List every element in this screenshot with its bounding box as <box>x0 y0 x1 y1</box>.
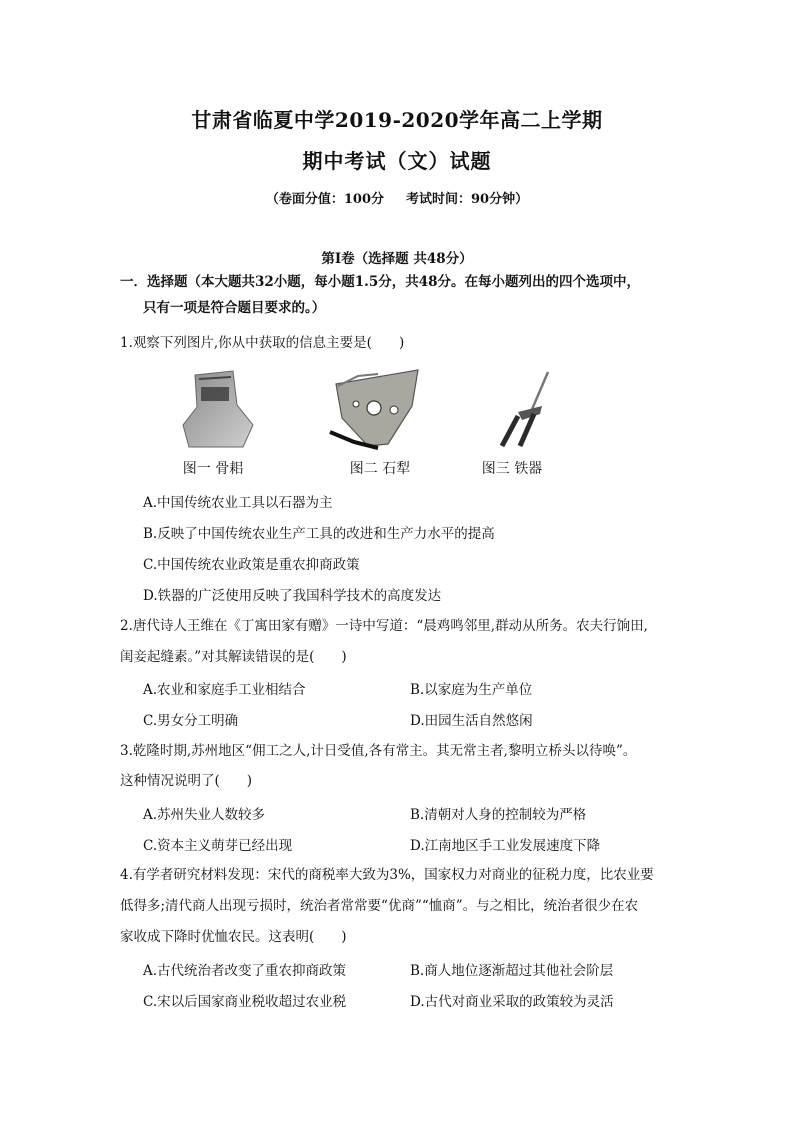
exam-title-line2: 期中考试（文）试题 <box>302 149 492 173</box>
question-4-stem-line3: 家收成下降时优恤农民。这表明( ) <box>120 929 347 945</box>
stone-plow-icon <box>328 366 428 451</box>
q1-option-b: B.反映了中国传统农业生产工具的改进和生产力水平的提高 <box>143 526 495 542</box>
question-1-stem: 1.观察下列图片,你从中获取的信息主要是( ) <box>120 335 405 351</box>
q3-option-a: A.苏州失业人数较多 <box>143 807 266 823</box>
q3-option-c: C.资本主义萌芽已经出现 <box>143 838 293 854</box>
q4-option-d: D.古代对商业采取的政策较为灵活 <box>410 994 614 1010</box>
q1-option-c: C.中国传统农业政策是重农抑商政策 <box>143 557 360 573</box>
figure-stone-plow <box>328 366 428 451</box>
question-3-stem-line2: 这种情况说明了( ) <box>120 773 253 789</box>
q1-option-a: A.中国传统农业工具以石器为主 <box>143 495 333 511</box>
q4-option-c: C.宋以后国家商业税收超过农业税 <box>143 994 347 1010</box>
q2-option-b: B.以家庭为生产单位 <box>410 682 533 698</box>
question-2-stem-line1: 2.唐代诗人王维在《丁寓田家有赠》一诗中写道：“晨鸡鸣邻里,群动从所务。农夫行饷田, <box>120 618 648 634</box>
exam-title-line1: 甘肃省临夏中学2019-2020学年高二上学期 <box>191 108 603 132</box>
figure-caption-2: 图二 石犁 <box>349 461 411 477</box>
figure-caption-3: 图三 铁器 <box>481 461 543 477</box>
q2-option-d: D.田园生活自然悠闲 <box>410 713 533 729</box>
q4-option-a: A.古代统治者改变了重农抑商政策 <box>143 963 347 979</box>
question-4-stem-line1: 4.有学者研究材料发现：宋代的商税率大致为3%，国家权力对商业的征税力度，比农业要 <box>120 867 654 883</box>
section-instruction-line1: 一．选择题（本大题共32小题，每小题1.5分，共48分。在每小题列出的四个选项中， <box>120 274 641 290</box>
q1-option-d: D.铁器的广泛使用反映了我国科学技术的高度发达 <box>143 588 442 604</box>
bone-spade-icon <box>175 365 265 450</box>
q3-option-b: B.清朝对人身的控制较为严格 <box>410 807 587 823</box>
figure-caption-1: 图一 骨耜 <box>182 461 244 477</box>
q4-option-b: B.商人地位逐渐超过其他社会阶层 <box>410 963 614 979</box>
q3-option-d: D.江南地区手工业发展速度下降 <box>410 838 601 854</box>
section-instruction-line2: 只有一项是符合题目要求的。） <box>143 300 326 316</box>
iron-tool-icon <box>488 366 563 451</box>
figure-iron-tool <box>488 366 563 451</box>
question-3-stem-line1: 3.乾隆时期,苏州地区“佣工之人,计日受值,各有常主。其无常主者,黎明立桥头以待唤”。 <box>120 743 637 759</box>
score-info: （卷面分值：100分 <box>265 192 385 207</box>
exam-info <box>0 188 794 207</box>
question-2-stem-line2: 闺妾起缝素。”对其解读错误的是( ) <box>120 649 347 665</box>
figure-bone-spade <box>175 365 265 450</box>
section-title: 第Ⅰ卷（选择题 共48分） <box>321 251 473 267</box>
q2-option-c: C.男女分工明确 <box>143 713 239 729</box>
question-4-stem-line2: 低得多;清代商人出现亏损时，统治者常常要“优商”“恤商”。与之相比，统治者很少在农 <box>120 898 639 914</box>
time-info: 考试时间：90分钟） <box>406 192 529 207</box>
q2-option-a: A.农业和家庭手工业相结合 <box>143 682 306 698</box>
